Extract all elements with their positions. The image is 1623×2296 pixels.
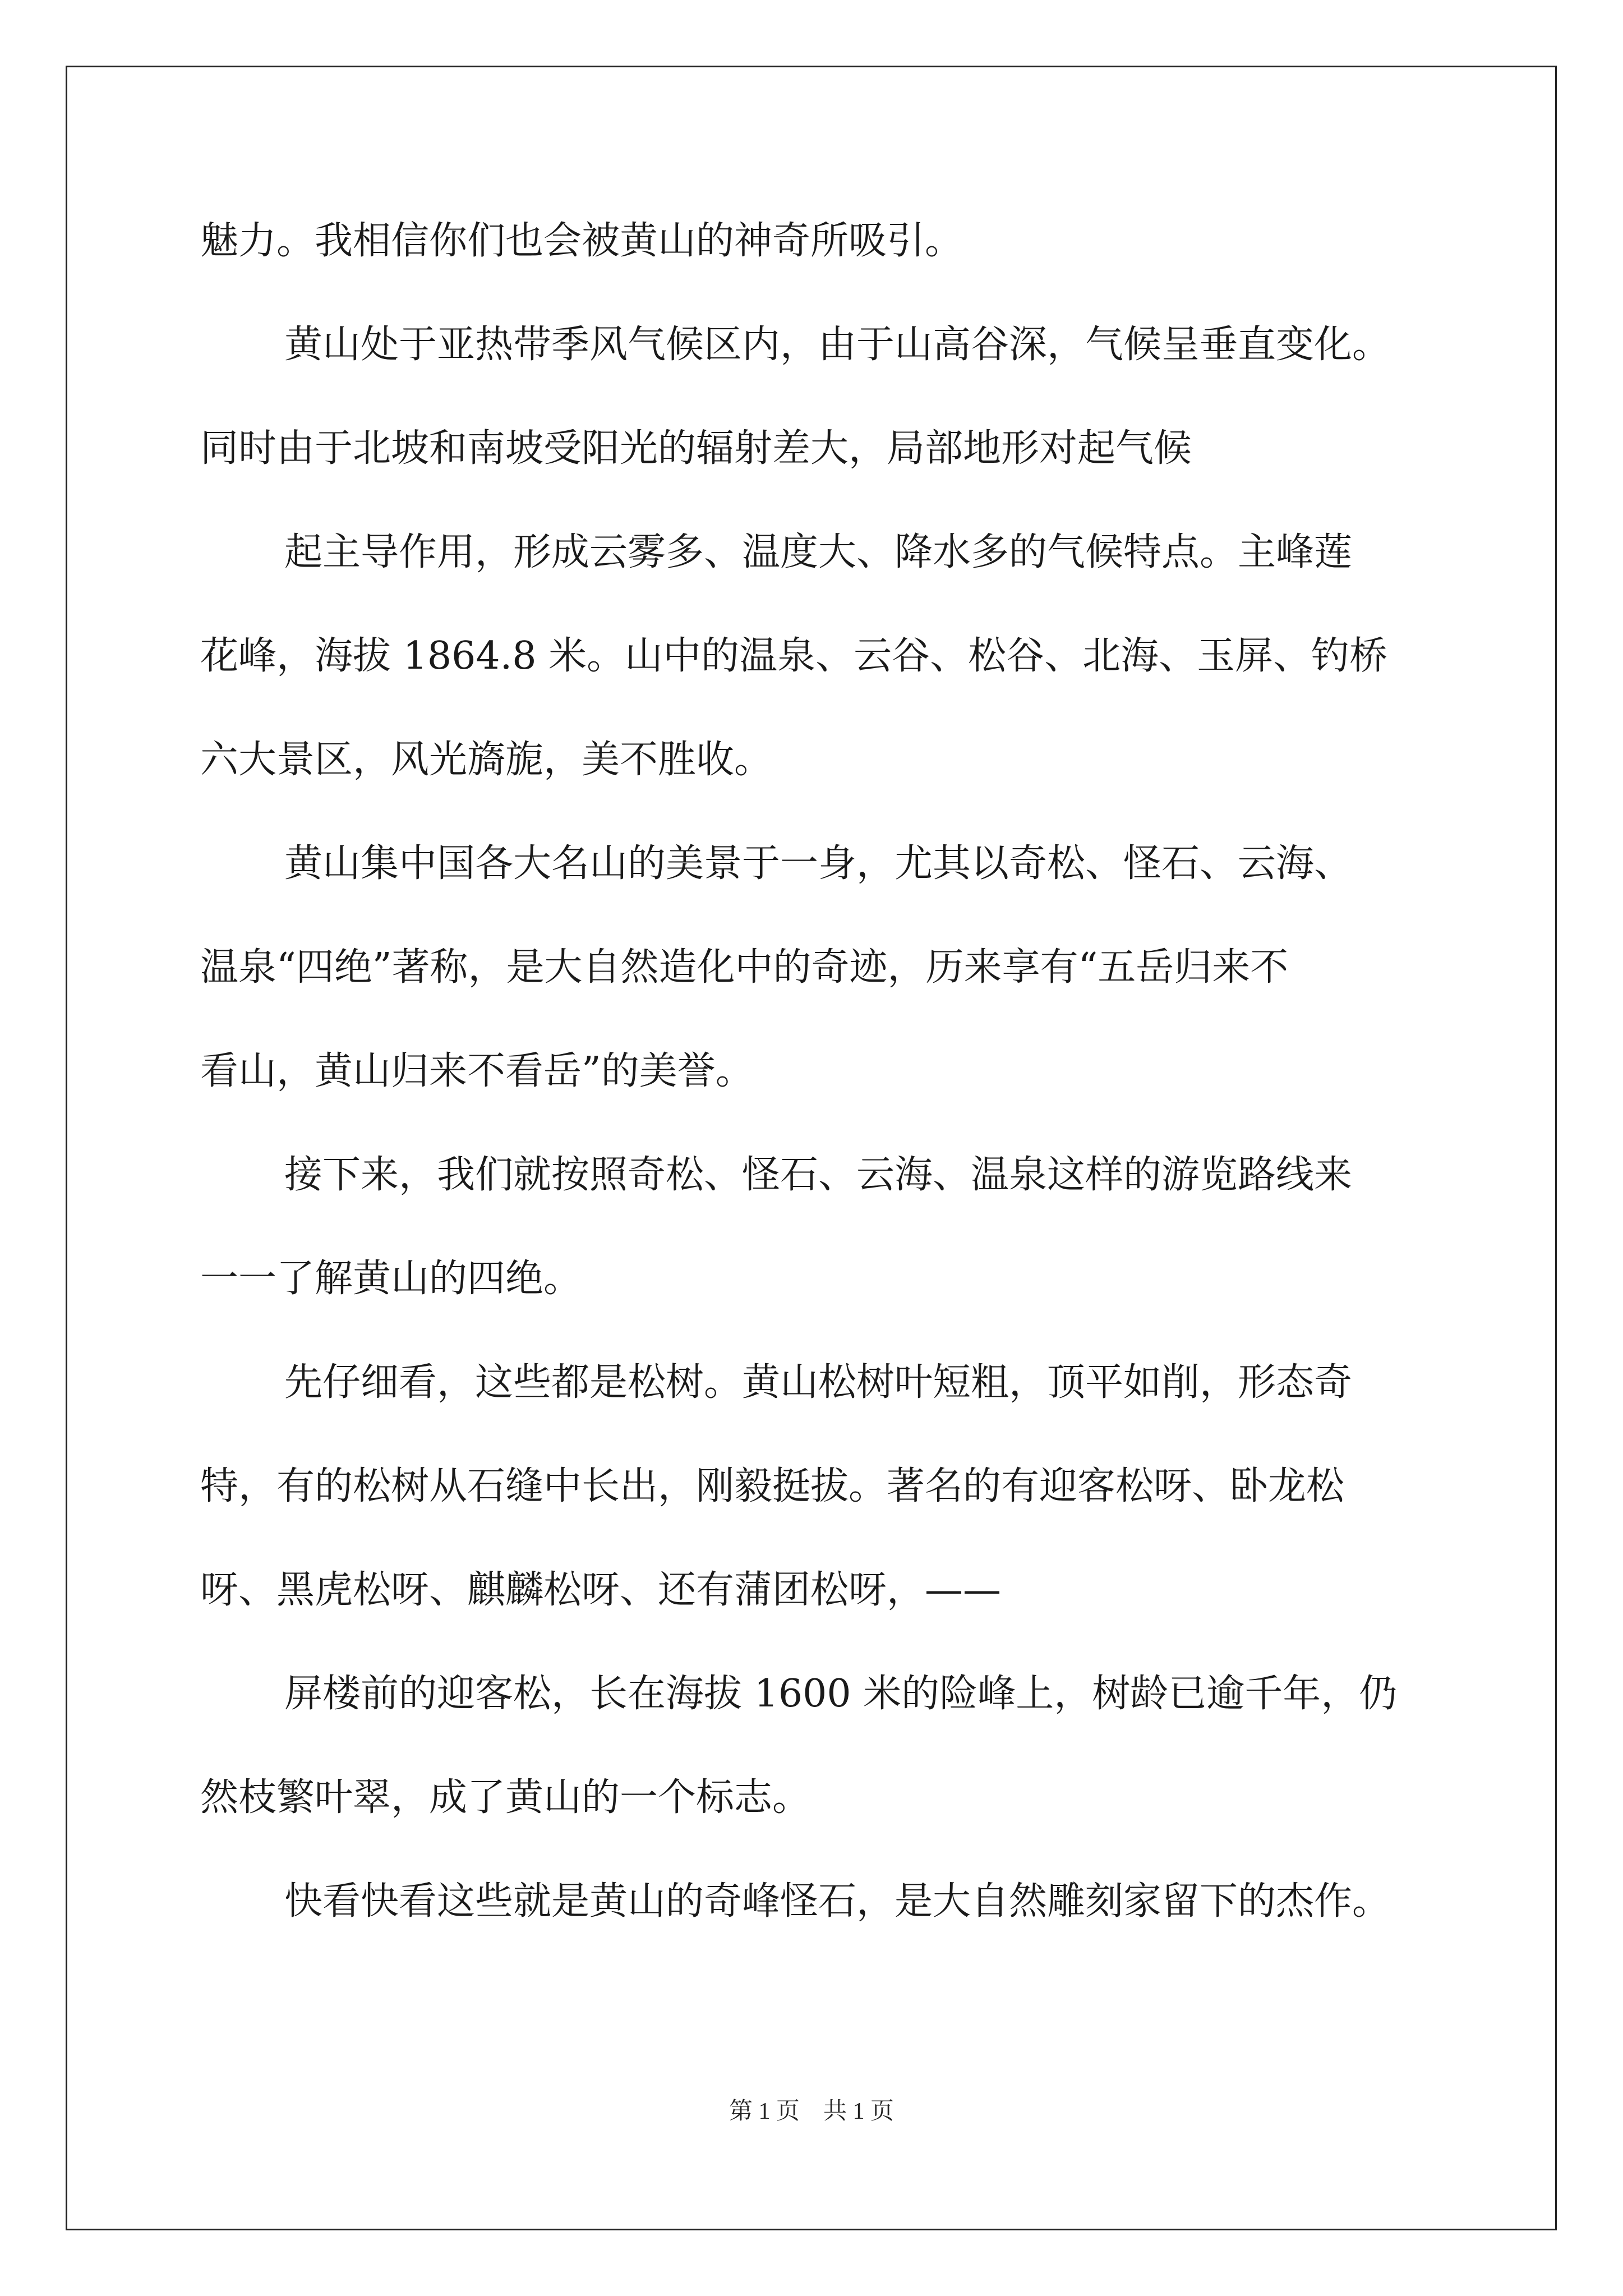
text-line: 黄山集中国各大名山的美景于一身，尤其以奇松、怪石、云海、 xyxy=(284,841,1353,886)
text-line: 一一了解黄山的四绝。 xyxy=(200,1257,582,1301)
text-line: 先仔细看，这些都是松树。黄山松树叶短粗，顶平如削，形态奇 xyxy=(284,1360,1353,1405)
text-line: 屏楼前的迎客松，长在海拔 1600 米的险峰上，树龄已逾千年，仍 xyxy=(284,1672,1398,1716)
text-line: 看山，黄山归来不看岳”的美誉。 xyxy=(200,1049,754,1093)
page-number-footer: 第 1 页 共 1 页 xyxy=(728,2099,894,2124)
text-line: 黄山处于亚热带季风气候区内，由于山高谷深，气候呈垂直变化。 xyxy=(284,323,1391,367)
text-line: 起主导作用，形成云雾多、温度大、降水多的气候特点。主峰莲 xyxy=(284,530,1353,574)
text-line: 六大景区，风光旖旎，美不胜收。 xyxy=(200,738,773,782)
text-line: 花峰，海拔 1864.8 米。山中的温泉、云谷、松谷、北海、玉屏、钓桥 xyxy=(200,634,1388,678)
text-line: 呀、黑虎松呀、麒麟松呀、还有蒲团松呀，—— xyxy=(200,1568,1002,1612)
text-line: 接下来，我们就按照奇松、怪石、云海、温泉这样的游览路线来 xyxy=(284,1153,1353,1197)
text-line: 然枝繁叶翠，成了黄山的一个标志。 xyxy=(200,1775,811,1820)
text-line: 同时由于北坡和南坡受阳光的辐射差大，局部地形对起气候 xyxy=(200,426,1192,471)
text-line: 魅力。我相信你们也会被黄山的神奇所吸引。 xyxy=(200,219,963,263)
text-line: 温泉“四绝”著称，是大自然造化中的奇迹，历来享有“五岳归来不 xyxy=(200,945,1289,990)
text-line: 快看快看这些就是黄山的奇峰怪石，是大自然雕刻家留下的杰作。 xyxy=(284,1879,1391,1924)
text-line: 特，有的松树从石缝中长出，刚毅挺拔。著名的有迎客松呀、卧龙松 xyxy=(200,1464,1345,1508)
